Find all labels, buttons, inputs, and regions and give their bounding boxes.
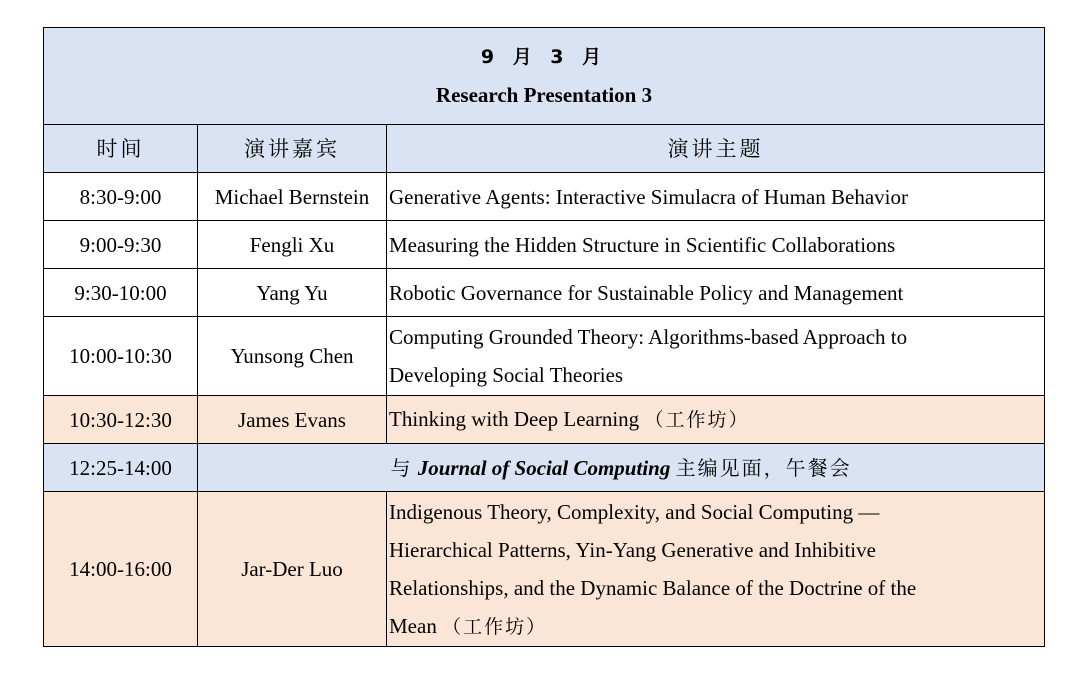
topic-cell <box>387 317 1045 396</box>
time-cell: 10:00-10:30 <box>44 317 198 396</box>
session-date: 9 月 3 月 <box>480 46 608 68</box>
topic-line <box>389 607 1042 646</box>
speaker-cell: James Evans <box>198 396 387 444</box>
workshop-row <box>44 396 1045 444</box>
column-header-speaker: 演讲嘉宾 <box>198 125 387 173</box>
table-row <box>44 269 1045 317</box>
time-cell: 9:00-9:30 <box>44 221 198 269</box>
lunch-suffix: 主编见面，午餐会 <box>675 455 852 480</box>
speaker-cell: Yunsong Chen <box>198 317 387 396</box>
speaker-cell: Yang Yu <box>198 269 387 317</box>
table-row <box>44 317 1045 396</box>
workshop-row <box>44 492 1045 647</box>
topic-cell <box>387 492 1045 647</box>
topic-line: Developing Social Theories <box>389 363 624 387</box>
topic-line: Relationships, and the Dynamic Balance of the Doctrine of the <box>389 575 917 600</box>
time-cell: 10:30-12:30 <box>44 396 198 444</box>
speaker-cell: Jar-Der Luo <box>198 492 387 647</box>
time-cell: 12:25-14:00 <box>44 444 198 492</box>
topic-cell <box>387 396 1045 444</box>
workshop-tag: （工作坊） <box>442 615 548 638</box>
session-title: Research Presentation 3 <box>435 83 653 107</box>
column-header-topic: 演讲主题 <box>387 125 1045 173</box>
column-header-row <box>44 125 1045 173</box>
time-cell: 14:00-16:00 <box>44 492 198 647</box>
title-row <box>44 28 1045 125</box>
topic-cell: Measuring the Hidden Structure in Scientific Collaborations <box>387 221 1045 269</box>
topic-cell: Robotic Governance for Sustainable Policy and Management <box>387 269 1045 317</box>
topic-text: Thinking with Deep Learning <box>389 407 640 431</box>
lunch-cell <box>198 444 1045 492</box>
topic-line: Computing Grounded Theory: Algorithms-based Approach to <box>389 325 908 349</box>
topic-cell: Generative Agents: Interactive Simulacra of Human Behavior <box>387 173 1045 221</box>
time-cell: 8:30-9:00 <box>44 173 198 221</box>
speaker-cell: Michael Bernstein <box>198 173 387 221</box>
lunch-row <box>44 444 1045 492</box>
topic-line: Indigenous Theory, Complexity, and Social Computing — <box>389 499 880 524</box>
table-row <box>44 221 1045 269</box>
time-cell: 9:30-10:00 <box>44 269 198 317</box>
topic-text: Mean <box>389 613 437 638</box>
table-row <box>44 173 1045 221</box>
speaker-cell: Fengli Xu <box>198 221 387 269</box>
lunch-prefix: 与 <box>390 455 413 480</box>
schedule-table <box>43 27 1045 647</box>
title-cell <box>44 28 1045 125</box>
journal-name: Journal of Social Computing <box>417 455 671 480</box>
column-header-time: 时间 <box>44 125 198 173</box>
workshop-tag: （工作坊） <box>644 409 750 431</box>
topic-line: Hierarchical Patterns, Yin-Yang Generative and Inhibitive <box>389 537 876 562</box>
